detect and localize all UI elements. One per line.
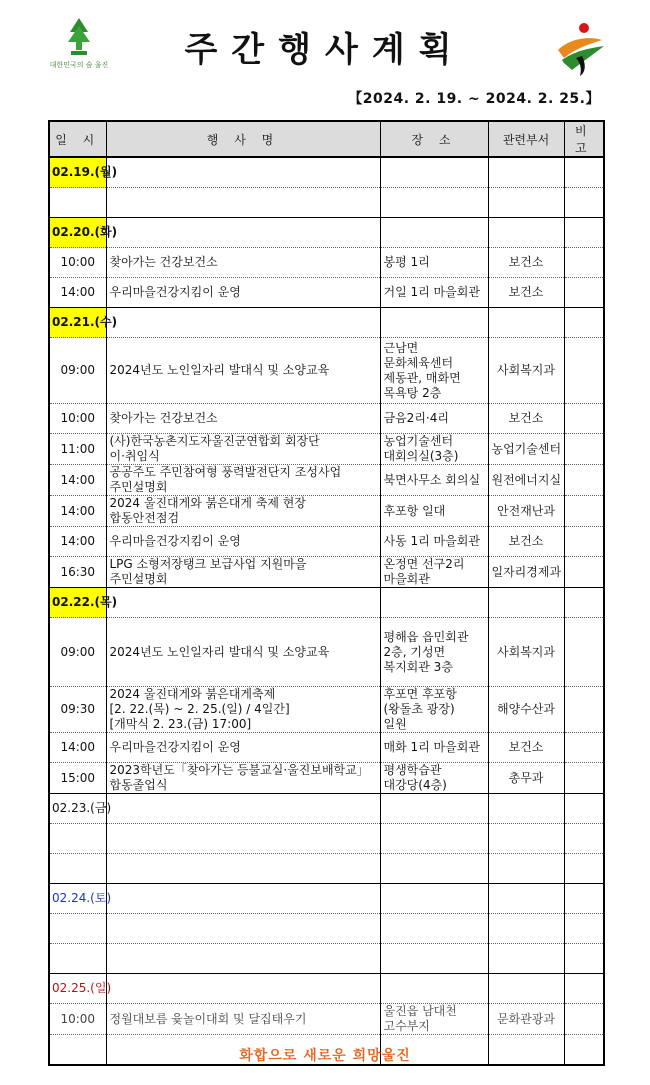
event-dept: 사회복지과 [488, 618, 564, 687]
empty-cell [488, 588, 564, 618]
empty-cell [380, 854, 488, 884]
empty-cell [49, 188, 106, 218]
event-note [564, 527, 604, 557]
event-note [564, 687, 604, 733]
empty-cell [488, 974, 564, 1004]
event-name: 우리마을건강지킴이 운영 [106, 733, 380, 763]
event-time: 11:00 [49, 434, 106, 465]
event-place: 금음2리·4리 [380, 404, 488, 434]
table-row [49, 687, 604, 733]
empty-cell [380, 824, 488, 854]
table-row [49, 465, 604, 496]
event-time: 10:00 [49, 404, 106, 434]
event-note [564, 557, 604, 588]
blank-row [49, 914, 604, 944]
empty-cell [106, 308, 380, 338]
table-row [49, 1004, 604, 1035]
empty-cell [49, 824, 106, 854]
event-name: 공공주도 주민참여형 풍력발전단지 조성사업 주민설명회 [106, 465, 380, 496]
empty-cell [380, 588, 488, 618]
event-time: 14:00 [49, 496, 106, 527]
event-dept: 농업기술센터 [488, 434, 564, 465]
event-name: 2024년도 노인일자리 발대식 및 소양교육 [106, 338, 380, 404]
empty-cell [564, 588, 604, 618]
table-row [49, 248, 604, 278]
event-name: 찾아가는 건강보건소 [106, 248, 380, 278]
empty-cell [564, 157, 604, 188]
event-time: 10:00 [49, 248, 106, 278]
blank-row [49, 824, 604, 854]
weekly-schedule-table [48, 120, 605, 1066]
event-dept: 보건소 [488, 527, 564, 557]
event-dept: 보건소 [488, 404, 564, 434]
event-time: 09:30 [49, 687, 106, 733]
empty-cell [488, 884, 564, 914]
day-header-row [49, 588, 604, 618]
event-place: 봉평 1리 [380, 248, 488, 278]
event-place: 후포면 후포항 (왕돌초 광장) 일원 [380, 687, 488, 733]
col-header-note: 비 고 [564, 121, 604, 157]
empty-cell [380, 974, 488, 1004]
empty-cell [488, 824, 564, 854]
empty-cell [49, 914, 106, 944]
slogan: 화합으로 새로운 희망울진 [239, 1048, 411, 1064]
event-time: 14:00 [49, 278, 106, 308]
event-dept: 안전재난과 [488, 496, 564, 527]
empty-cell [380, 794, 488, 824]
empty-cell [380, 884, 488, 914]
empty-cell [380, 308, 488, 338]
event-place: 근남면 문화체육센터 제동관, 매화면 목욕탕 2층 [380, 338, 488, 404]
empty-cell [488, 854, 564, 884]
empty-cell [488, 308, 564, 338]
event-time: 09:00 [49, 618, 106, 687]
empty-cell [380, 944, 488, 974]
table-header-row [49, 121, 604, 157]
empty-cell [106, 914, 380, 944]
event-note [564, 404, 604, 434]
day-date: 02.25.(일) [49, 974, 106, 1004]
empty-cell [106, 188, 380, 218]
table-row [49, 278, 604, 308]
event-name: LPG 소형저장탱크 보급사업 지원마을 주민설명회 [106, 557, 380, 588]
col-header-time: 일 시 [49, 121, 106, 157]
empty-cell [106, 944, 380, 974]
event-note [564, 1004, 604, 1035]
empty-cell [106, 884, 380, 914]
empty-cell [564, 884, 604, 914]
empty-cell [49, 944, 106, 974]
period-range: 【2024. 2. 19. ~ 2024. 2. 25.】 [348, 91, 600, 107]
empty-cell [564, 944, 604, 974]
logo-caption: 대한민국의 숨 울진 [49, 61, 109, 69]
empty-cell [106, 794, 380, 824]
blank-row [49, 944, 604, 974]
empty-cell [488, 914, 564, 944]
empty-cell [106, 854, 380, 884]
event-place: 온정면 선구2리 마을회관 [380, 557, 488, 588]
table-row [49, 434, 604, 465]
table-row [49, 557, 604, 588]
event-place: 평생학습관 대강당(4층) [380, 763, 488, 794]
table-row [49, 338, 604, 404]
empty-cell [380, 914, 488, 944]
event-place: 거일 1리 마을회관 [380, 278, 488, 308]
event-time: 15:00 [49, 763, 106, 794]
day-date: 02.19.(월) [49, 157, 106, 188]
event-dept: 사회복지과 [488, 338, 564, 404]
empty-cell [380, 188, 488, 218]
empty-cell [380, 157, 488, 188]
empty-cell [564, 308, 604, 338]
event-name: 정월대보름 윷놀이대회 및 달집태우기 [106, 1004, 380, 1035]
day-date: 02.23.(금) [49, 794, 106, 824]
table-row [49, 763, 604, 794]
event-place: 평해읍 읍민회관 2층, 기성면 복지회관 3층 [380, 618, 488, 687]
page-title: 주간행사계획 [184, 30, 466, 70]
event-name: 찾아가는 건강보건소 [106, 404, 380, 434]
empty-cell [380, 218, 488, 248]
table-row [49, 496, 604, 527]
event-dept: 보건소 [488, 248, 564, 278]
uljin-emblem-icon [552, 20, 606, 78]
event-note [564, 465, 604, 496]
event-time: 16:30 [49, 557, 106, 588]
event-place: 후포항 일대 [380, 496, 488, 527]
event-name: 2024년도 노인일자리 발대식 및 소양교육 [106, 618, 380, 687]
day-header-row [49, 974, 604, 1004]
day-header-row [49, 884, 604, 914]
empty-cell [106, 588, 380, 618]
event-dept: 원전에너지실 [488, 465, 564, 496]
event-time: 14:00 [49, 527, 106, 557]
table-row [49, 527, 604, 557]
empty-cell [106, 974, 380, 1004]
event-note [564, 338, 604, 404]
empty-cell [488, 944, 564, 974]
event-place: 농업기술센터 대회의실(3층) [380, 434, 488, 465]
event-note [564, 733, 604, 763]
day-header-row [49, 157, 604, 188]
event-time: 09:00 [49, 338, 106, 404]
event-dept: 보건소 [488, 733, 564, 763]
col-header-dept: 관련부서 [488, 121, 564, 157]
event-note [564, 248, 604, 278]
event-dept: 일자리경제과 [488, 557, 564, 588]
event-name: 2023학년도「찾아가는 등불교실·울진보배학교」 합동졸업식 [106, 763, 380, 794]
event-place: 울진읍 남대천 고수부지 [380, 1004, 488, 1035]
day-header-row [49, 794, 604, 824]
event-note [564, 763, 604, 794]
event-name: (사)한국농촌지도자울진군연합회 회장단 이·취임식 [106, 434, 380, 465]
event-name: 우리마을건강지킴이 운영 [106, 278, 380, 308]
event-time: 14:00 [49, 733, 106, 763]
empty-cell [488, 188, 564, 218]
table-row [49, 733, 604, 763]
day-header-row [49, 218, 604, 248]
event-dept: 보건소 [488, 278, 564, 308]
event-note [564, 496, 604, 527]
day-date: 02.24.(토) [49, 884, 106, 914]
blank-row [49, 188, 604, 218]
empty-cell [49, 854, 106, 884]
col-header-event: 행 사 명 [106, 121, 380, 157]
empty-cell [564, 218, 604, 248]
empty-cell [106, 824, 380, 854]
empty-cell [106, 218, 380, 248]
day-date: 02.21.(수) [49, 308, 106, 338]
empty-cell [564, 188, 604, 218]
table-row [49, 618, 604, 687]
col-header-place: 장 소 [380, 121, 488, 157]
empty-cell [564, 974, 604, 1004]
event-place: 북면사무소 회의실 [380, 465, 488, 496]
event-name: 2024 울진대게와 붉은대게 축제 현장 합동안전점검 [106, 496, 380, 527]
event-note [564, 618, 604, 687]
event-note [564, 278, 604, 308]
event-note [564, 434, 604, 465]
empty-cell [564, 854, 604, 884]
day-date: 02.22.(목) [49, 588, 106, 618]
empty-cell [106, 157, 380, 188]
event-place: 매화 1리 마을회관 [380, 733, 488, 763]
empty-cell [488, 218, 564, 248]
blank-row [49, 854, 604, 884]
event-name: 우리마을건강지킴이 운영 [106, 527, 380, 557]
table-row [49, 404, 604, 434]
event-time: 10:00 [49, 1004, 106, 1035]
empty-cell [564, 794, 604, 824]
empty-cell [564, 824, 604, 854]
event-dept: 해양수산과 [488, 687, 564, 733]
day-header-row [49, 308, 604, 338]
event-name: 2024 울진대게와 붉은대게축제 [2. 22.(목) ~ 2. 25.(일) / 4일간] [개막식 2. 23.(금) 17:00] [106, 687, 380, 733]
empty-cell [564, 914, 604, 944]
event-dept: 문화관광과 [488, 1004, 564, 1035]
event-dept: 총무과 [488, 763, 564, 794]
day-date: 02.20.(화) [49, 218, 106, 248]
empty-cell [488, 157, 564, 188]
event-time: 14:00 [49, 465, 106, 496]
empty-cell [488, 794, 564, 824]
event-place: 사동 1리 마을회관 [380, 527, 488, 557]
